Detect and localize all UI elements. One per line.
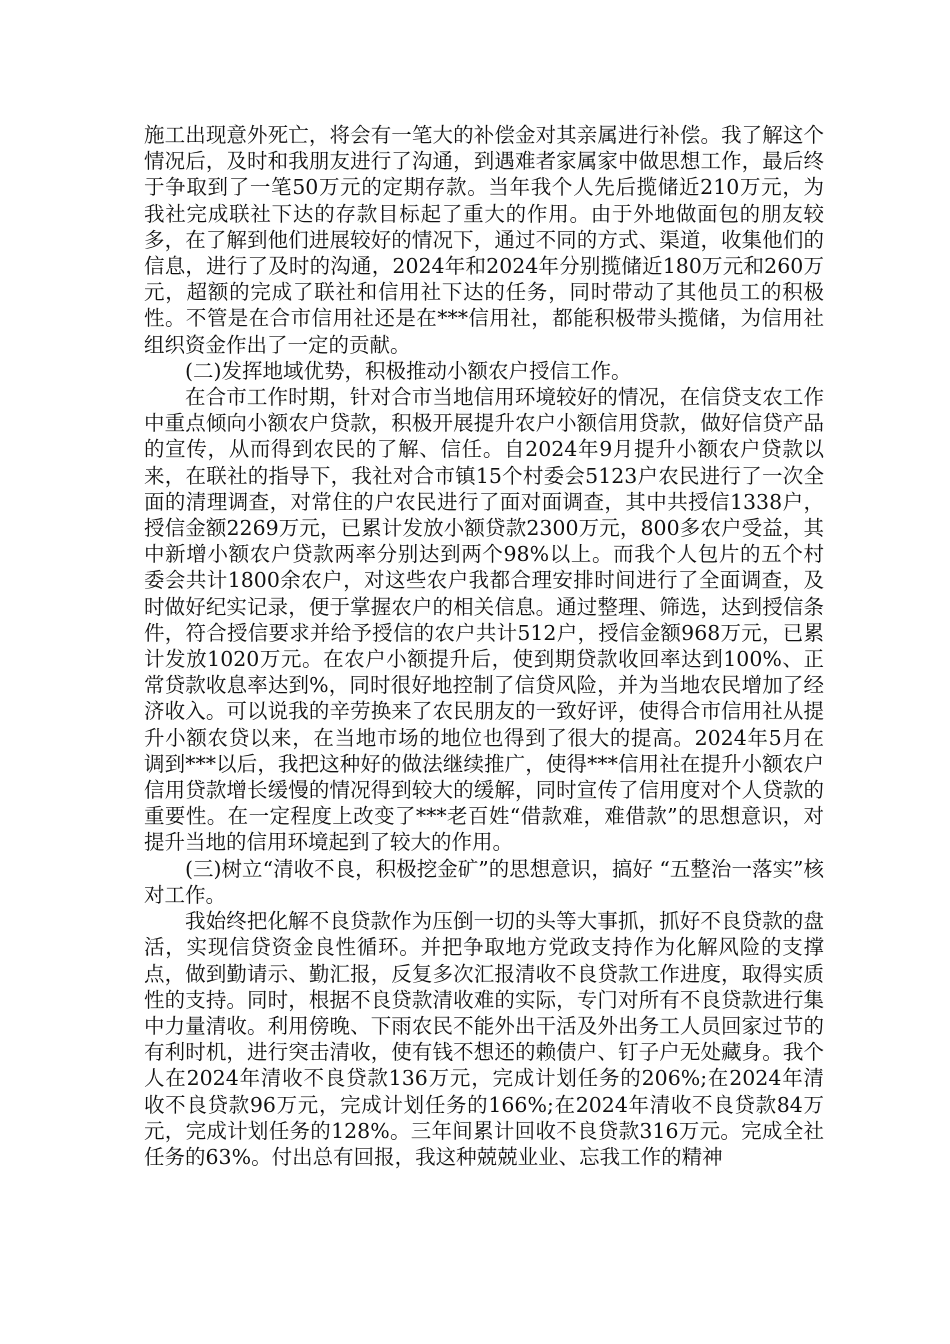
section-heading-3: (三)树立“清收不良，积极挖金矿”的思想意识，搞好 “五整治一落实”核对工作。 <box>144 856 824 907</box>
section-heading-2: (二)发挥地域优势，积极推动小额农户授信工作。 <box>185 358 632 383</box>
paragraph-bad-loans: 我始终把化解不良贷款作为压倒一切的头等大事抓，抓好不良贷款的盘活，实现信贷资金良性循环。并把争取地方党政支持作为化解风险的支撑点，做到勤请示、勤汇报，反复多次汇报清收不良贷款工作进度，取得实质性的支持。同时，根据不良贷款清收难的实际，专门对所有不良贷款进行集中力量清收。利用傍晚、下雨农民不能外出干活及外出务工人员回家过节的有利时机，进行突击清收，使有钱不想还的赖债户、钉子户无处藏身。我个人在2024年清收不良贷款136万元，完成计划任务的206%;在2024年清收不良贷款96万元，完成计划任务的166%;在2024年清收不良贷款84万元，完成计划任务的128%。三年间累计回收不良贷款316万元。完成全社任务的63%。付出总有回报，我这种兢兢业业、忘我工作的精神 <box>144 909 824 1169</box>
paragraph-continuation: 施工出现意外死亡，将会有一笔大的补偿金对其亲属进行补偿。我了解这个情况后，及时和我朋友进行了沟通，到遇难者家属家中做思想工作，最后终于争取到了一笔50万元的定期存款。当年我个人先后揽储近210万元，为我社完成联社下达的存款目标起了重大的作用。由于外地做面包的朋友较多，在了解到他们进展较好的情况下，通过不同的方式、渠道，收集他们的信息，进行了及时的沟通，2024年和2024年分别揽储近180万元和260万元，超额的完成了联社和信用社下达的任务，同时带动了其他员工的积极性。不管是在合市信用社还是在***信用社，都能积极带头揽储，为信用社组织资金作出了一定的贡献。 <box>144 123 824 357</box>
paragraph-microcredit: 在合市工作时期，针对合市当地信用环境较好的情况，在信贷支农工作中重点倾向小额农户贷款，积极开展提升农户小额信用贷款，做好信贷产品的宣传，从而得到农民的了解、信任。自2024年9月提升小额农户贷款以来，在联社的指导下，我社对合市镇15个村委会5123户农民进行了一次全面的清理调查，对常住的户农民进行了面对面调查，其中共授信1338户，授信金额2269万元，已累计发放小额贷款2300万元，800多农户受益，其中新增小额农户贷款两率分别达到两个98%以上。而我个人包片的五个村委会共计1800余农户，对这些农户我都合理安排时间进行了全面调查，及时做好纪实记录，便于掌握农户的相关信息。通过整理、筛选，达到授信条件，符合授信要求并给予授信的农户共计512户，授信金额968万元，已累计发放1020万元。在农户小额提升后，使到期贷款收回率达到100%、正常贷款收息率达到%，同时很好地控制了信贷风险，并为当地农民增加了经济收入。可以说我的辛劳换来了农民朋友的一致好评，使得合市信用社从提升小额农贷以来，在当地市场的地位也得到了很大的提高。2024年5月在调到***以后，我把这种好的做法继续推广，使得***信用社在提升小额农户信用贷款增长缓慢的情况得到较大的缓解，同时宣传了信用度对个人贷款的重要性。在一定程度上改变了***老百姓“借款难，难借款”的思想意识，对提升当地的信用环境起到了较大的作用。 <box>144 385 824 855</box>
document-page <box>144 122 824 1170</box>
